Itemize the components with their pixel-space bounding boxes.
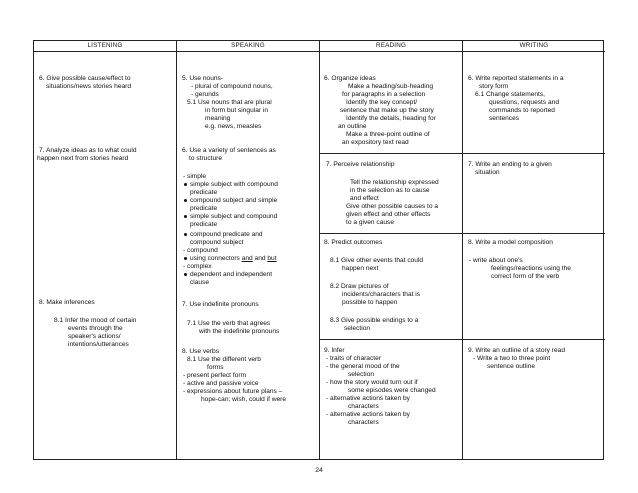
- bullet-icon: [184, 233, 187, 236]
- speaking-bullet: simple subject and compound: [184, 213, 277, 221]
- speaking-line: - expressions about future plans –: [183, 388, 283, 395]
- listening-item-8: 8. Make inferences: [39, 299, 95, 306]
- reading-line: characters: [348, 403, 379, 410]
- reading-line: an outline: [338, 123, 367, 130]
- reading-item-8-1: 8.1 Give other events that could: [330, 257, 424, 264]
- writing-item-7: 7. Write an ending to a given: [468, 161, 552, 168]
- writing-line: sentence outline: [487, 363, 536, 370]
- speaking-item-7: 7. Use indefinite pronouns: [182, 301, 259, 308]
- bullet-icon: [184, 183, 187, 186]
- row-divider: [463, 233, 605, 234]
- reading-line: in the selection as to cause: [350, 187, 430, 194]
- speaking-line: compound subject: [190, 239, 244, 246]
- reading-line: to a given cause: [346, 219, 395, 226]
- speaking-line: meaning: [205, 115, 231, 122]
- speaking-bullet: simple subject with compound: [184, 181, 278, 189]
- writing-item-6: 6. Write reported statements in a: [468, 75, 564, 82]
- reading-line: Identify the details, heading for: [346, 115, 436, 122]
- speaking-line: predicate: [190, 221, 218, 228]
- row-divider: [320, 339, 462, 340]
- writing-line: correct form of the verb: [491, 273, 560, 280]
- row-divider: [463, 153, 605, 154]
- speaking-line: - gerunds: [191, 91, 219, 98]
- reading-line: for paragraphs in a selection: [342, 91, 426, 98]
- reading-column: [320, 41, 463, 459]
- writing-line: - write about one's: [469, 257, 523, 264]
- writing-line: sentences: [489, 115, 520, 122]
- writing-header: WRITING: [463, 41, 605, 52]
- listening-item-8-1-cont: intentions/utterances: [68, 341, 129, 348]
- bullet-icon: [184, 273, 187, 276]
- writing-column: [463, 41, 605, 459]
- speaking-bullet: compound predicate and: [184, 231, 263, 239]
- writing-line: feelings/reactions using the: [491, 265, 571, 272]
- row-divider: [320, 153, 462, 154]
- reading-item-8-3: 8.3 Give possible endings to a: [330, 317, 419, 324]
- listening-header: LISTENING: [34, 41, 176, 52]
- writing-item-8: 8. Write a model composition: [468, 239, 553, 246]
- speaking-line: with the indefinite pronouns: [199, 328, 280, 335]
- speaking-line: predicate: [190, 189, 218, 196]
- bullet-icon: [184, 257, 187, 260]
- writing-line: commands to reported: [489, 107, 555, 114]
- bullet-icon: [184, 199, 187, 202]
- reading-item-8: 8. Predict outcomes: [324, 239, 383, 246]
- bullet-icon: [184, 215, 187, 218]
- speaking-line: clause: [190, 279, 210, 286]
- reading-line: incidents/characters that is: [342, 291, 421, 298]
- reading-line: possible to happen: [342, 299, 398, 306]
- listening-item-7: 7. Analyze ideas as to what could: [39, 147, 137, 154]
- listening-item-8-1-cont: events through the: [68, 325, 123, 332]
- row-divider: [320, 233, 462, 234]
- speaking-line: - plural of compound nouns,: [191, 83, 273, 90]
- reading-line: Make a heading/sub-heading: [348, 83, 434, 90]
- speaking-line: - active and passive voice: [183, 380, 259, 387]
- speaking-column: [177, 41, 320, 459]
- writing-line: situation: [475, 169, 500, 176]
- speaking-line: - simple: [183, 173, 207, 180]
- reading-line: - the general mood of the: [326, 363, 400, 370]
- reading-line: - alternative actions taken by: [326, 395, 410, 402]
- speaking-item-8: 8. Use verbs: [182, 348, 220, 355]
- reading-line: and effect: [350, 195, 379, 202]
- speaking-item-6: 6. Use a variety of sentences as: [182, 147, 276, 154]
- reading-item-9: 9. Infer: [324, 347, 345, 354]
- speaking-line: e.g. news, measles: [205, 123, 262, 130]
- reading-line: Make a three-point outline of: [346, 131, 430, 138]
- listening-item-8-1: 8.1 Infer the mood of certain: [54, 317, 137, 324]
- writing-item-9: 9. Write an outline of a story read: [468, 347, 566, 354]
- speaking-line: hope-can; wish, could if were: [201, 396, 287, 403]
- writing-line: story form: [479, 83, 509, 90]
- reading-line: Give other possible causes to a: [346, 203, 438, 210]
- listening-column: [34, 41, 177, 459]
- reading-line: Identify the key concept/: [346, 99, 418, 106]
- reading-header: READING: [320, 41, 462, 52]
- speaking-line: in form but singular in: [205, 107, 269, 114]
- listening-item-8-1-cont: speaker's actions/: [68, 333, 121, 340]
- speaking-line: forms: [207, 364, 224, 371]
- speaking-line: - compound: [183, 247, 218, 254]
- reading-line: given effect and other effects: [346, 211, 431, 218]
- reading-line: an expository text read: [342, 139, 409, 146]
- reading-item-6: 6. Organize ideas: [324, 75, 376, 82]
- speaking-header: SPEAKING: [177, 41, 319, 52]
- reading-line: characters: [348, 419, 379, 426]
- reading-item-8-2: 8.2 Draw pictures of: [330, 283, 389, 290]
- reading-line: happen next: [342, 265, 379, 272]
- writing-line: - Write a two to three point: [473, 355, 551, 362]
- speaking-bullet: dependent and independent: [184, 271, 272, 279]
- speaking-bullet: compound subject and simple: [184, 197, 277, 205]
- reading-line: - how the story would turn out if: [326, 379, 418, 386]
- speaking-item-5: 5. Use nouns-: [182, 75, 224, 82]
- speaking-line: - complex: [183, 263, 212, 270]
- speaking-line: predicate: [190, 205, 218, 212]
- listening-item-6-cont: situations/news stories heard: [46, 83, 132, 90]
- reading-line: selection: [348, 371, 375, 378]
- speaking-item-5-1: 5.1 Use nouns that are plural: [187, 99, 272, 106]
- reading-line: sentence that make up the story: [340, 107, 434, 114]
- speaking-line: to structure: [189, 155, 222, 162]
- reading-item-7: 7. Perceive relationship: [326, 161, 395, 168]
- writing-item-6-1: 6.1 Change statements,: [475, 91, 546, 98]
- listening-item-6: 6. Give possible cause/effect to: [39, 75, 131, 82]
- page-number: 24: [315, 467, 323, 474]
- listening-item-7-cont: happen next from stories heard: [37, 155, 129, 162]
- speaking-item-7-1: 7.1 Use the verb that agrees: [187, 320, 271, 327]
- reading-line: selection: [344, 325, 371, 332]
- speaking-item-8-1: 8.1 Use the different verb: [187, 356, 261, 363]
- speaking-line: - present perfect form: [183, 372, 247, 379]
- reading-line: some episodes were changed: [348, 387, 436, 394]
- writing-line: questions, requests and: [489, 99, 560, 106]
- curriculum-table: [33, 40, 604, 460]
- reading-line: Tell the relationship expressed: [350, 179, 439, 186]
- row-divider: [463, 339, 605, 340]
- reading-line: - alternative actions taken by: [326, 411, 410, 418]
- reading-line: - traits of character: [326, 355, 381, 362]
- speaking-bullet: using connectors and and but: [184, 255, 277, 263]
